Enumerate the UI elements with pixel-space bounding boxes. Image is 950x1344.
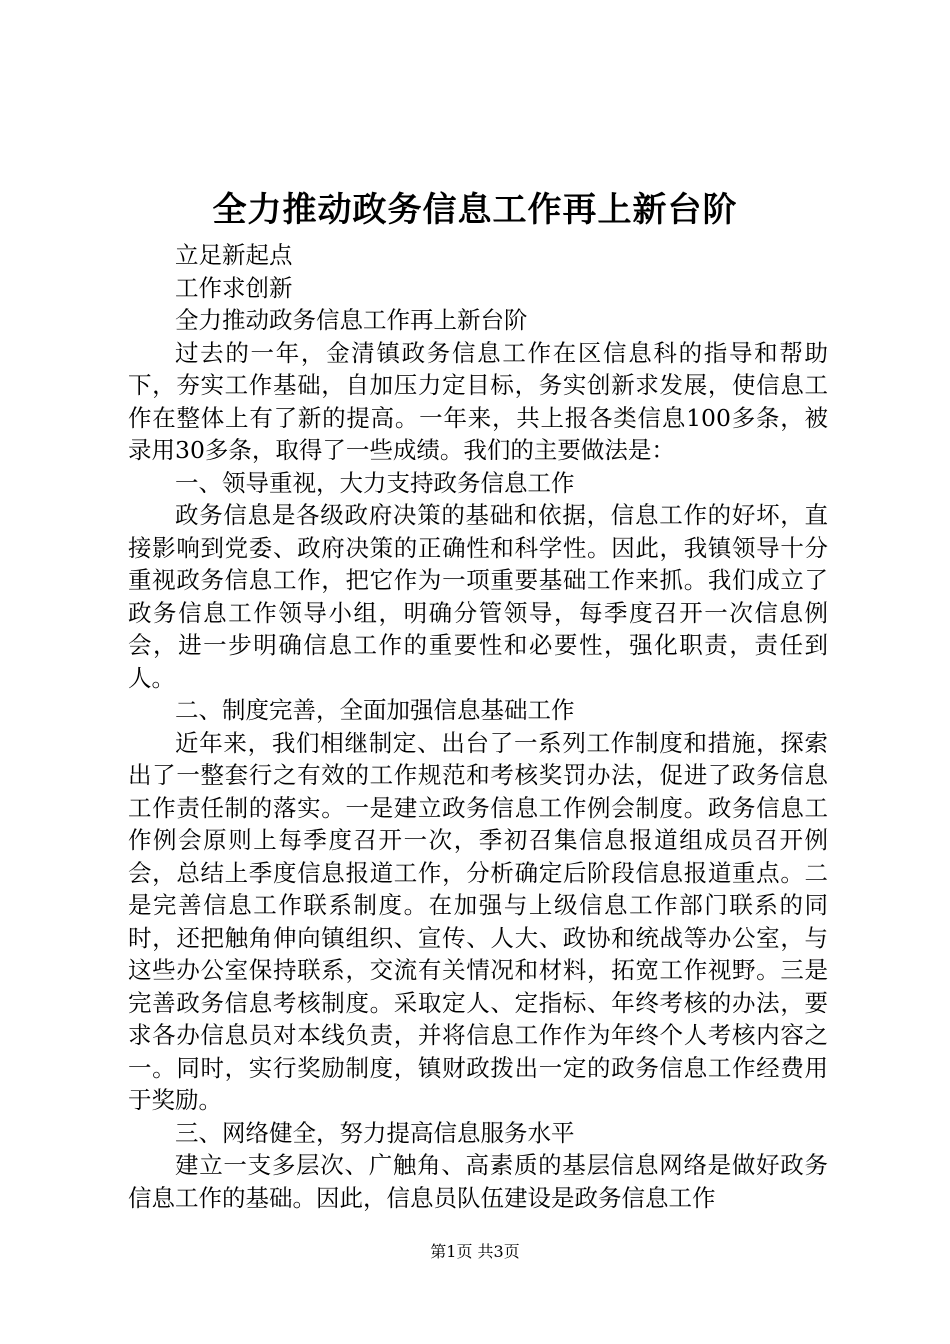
page-number: 第1页 bbox=[430, 1242, 473, 1261]
paragraph: 过去的一年，金清镇政务信息工作在区信息科的指导和帮助下，夯实工作基础，自加压力定目标，务实创新求发展，使信息工作在整体上有了新的提高。一年来，共上报各类信息100多条，被录用30多条，取得了一些成绩。我们的主要做法是： bbox=[128, 338, 828, 464]
page-total: 共3页 bbox=[477, 1242, 520, 1261]
paragraph: 工作求创新 bbox=[175, 273, 293, 302]
section-heading: 一、领导重视，大力支持政务信息工作 bbox=[175, 468, 575, 497]
paragraph: 立足新起点 bbox=[175, 241, 293, 269]
paragraph: 近年来，我们相继制定、出台了一系列工作制度和措施，探索出了一整套行之有效的工作规范和考核奖罚办法，促进了政务信息工作责任制的落实。一是建立政务信息工作例会制度。政务信息工作例会原则上每季度召开一次，季初召集信息报道组成员召开例会，总结上季度信息报道工作，分析确定后阶段信息报道重点。二是完善信息工作联系制度。在加强与上级信息工作部门联系的同时，还把触角伸向镇组织、宣传、人大、政协和统战等办公室，与这些办公室保持联系，交流有关情况和材料，拓宽工作视野。三是完善政务信息考核制度。采取定人、定指标、年终考核的办法，要求各办信息员对本线负责，并将信息工作作为年终个人考核内容之一。同时，实行奖励制度，镇财政拨出一定的政务信息工作经费用于奖励。 bbox=[128, 728, 828, 1114]
page-footer bbox=[0, 1241, 950, 1263]
paragraph: 全力推动政务信息工作再上新台阶 bbox=[175, 306, 528, 334]
document-body bbox=[128, 239, 828, 1214]
document-title: 全力推动政务信息工作再上新台阶 bbox=[212, 190, 738, 230]
section-heading: 二、制度完善，全面加强信息基础工作 bbox=[175, 696, 575, 724]
paragraph: 政务信息是各级政府决策的基础和依据，信息工作的好坏，直接影响到党委、政府决策的正确性和科学性。因此，我镇领导十分重视政务信息工作，把它作为一项重要基础工作来抓。我们成立了政务信息工作领导小组，明确分管领导，每季度召开一次信息例会，进一步明确信息工作的重要性和必要性，强化职责，责任到人。 bbox=[128, 501, 828, 692]
paragraph: 建立一支多层次、广触角、高素质的基层信息网络是做好政务信息工作的基础。因此，信息员队伍建设是政务信息工作 bbox=[128, 1151, 828, 1212]
section-heading: 三、网络健全，努力提高信息服务水平 bbox=[175, 1118, 575, 1147]
